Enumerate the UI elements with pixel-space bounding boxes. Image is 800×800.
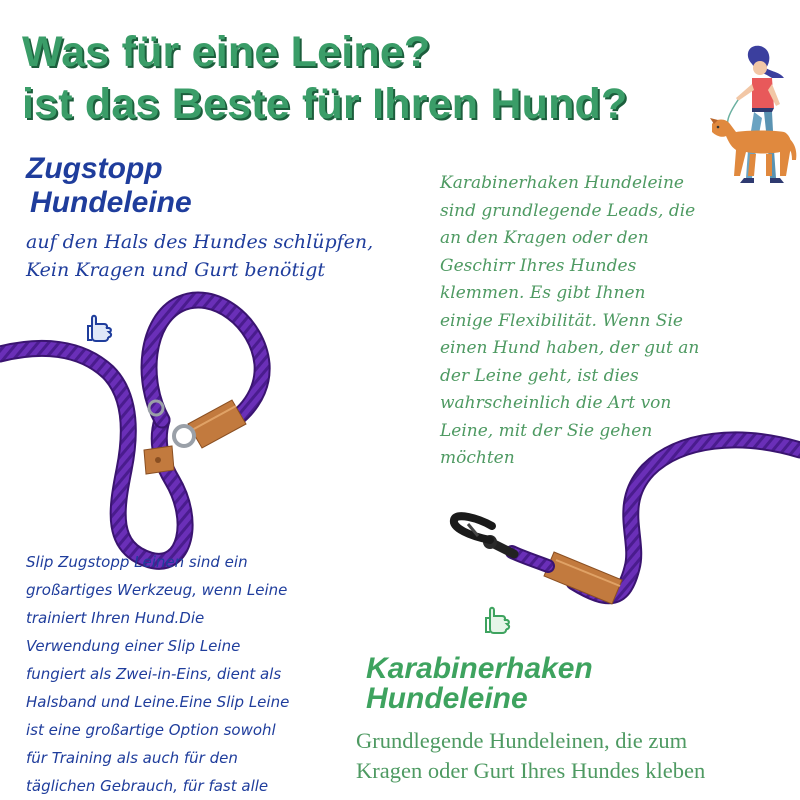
carabiner-desc-line: der Leine geht, ist dies bbox=[440, 365, 639, 386]
slip-desc-line: großartiges Werkzeug, wenn Leine bbox=[26, 581, 288, 599]
slip-desc-line: täglichen Gebrauch, für fast alle bbox=[26, 777, 269, 795]
slip-lead-title-line-1: Zugstopp bbox=[26, 152, 163, 185]
carabiner-desc-line: einen Hund haben, der gut an bbox=[440, 338, 700, 358]
slip-desc-line: Halsband und Leine.Eine Slip Leine bbox=[26, 693, 290, 711]
carabiner-lead-subtitle bbox=[356, 726, 705, 786]
slip-desc-line: trainiert Ihren Hund.Die bbox=[26, 609, 205, 627]
carabiner-desc-line: an den Kragen oder den bbox=[440, 228, 649, 248]
carabiner-subtitle-line: Grundlegende Hundeleinen, die zum bbox=[356, 728, 688, 753]
carabiner-desc-line: Geschirr Ihres Hundes bbox=[440, 255, 637, 276]
slip-desc-line: Slip Zugstopp Leinen sind ein bbox=[26, 553, 248, 571]
carabiner-desc-line: sind grundlegende Leads, die bbox=[440, 200, 696, 221]
slip-desc-line: fungiert als Zwei-in-Eins, dient als bbox=[26, 665, 282, 683]
slip-desc-line: ist eine großartige Option sowohl bbox=[26, 721, 276, 739]
pointing-hand-icon bbox=[86, 312, 116, 344]
slip-lead-subtitle-line: Kein Kragen und Gurt benötigt bbox=[26, 259, 326, 281]
slip-lead-subtitle-line: auf den Hals des Hundes schlüpfen, bbox=[26, 231, 374, 253]
carabiner-lead-description bbox=[440, 170, 780, 473]
slip-desc-line: für Training als auch für den bbox=[26, 749, 238, 767]
carabiner-subtitle-line: Kragen oder Gurt Ihres Hundes kleben bbox=[356, 758, 706, 783]
carabiner-lead-title-line-1: Karabinerhaken bbox=[366, 652, 593, 685]
slip-lead-subtitle bbox=[26, 228, 373, 284]
carabiner-lead-title bbox=[366, 654, 593, 714]
carabiner-desc-line: klemmen. Es gibt Ihnen bbox=[440, 283, 646, 303]
carabiner-desc-line: Karabinerhaken Hundeleine bbox=[440, 173, 684, 193]
slip-lead-image bbox=[0, 300, 262, 561]
carabiner-desc-line: einige Flexibilität. Wenn Sie bbox=[440, 310, 683, 331]
title-line-2: ist das Beste für Ihren Hund? bbox=[22, 80, 628, 128]
carabiner-desc-line: Leine, mit der Sie gehen bbox=[440, 420, 653, 441]
slip-desc-line: Verwendung einer Slip Leine bbox=[26, 637, 241, 655]
pointing-hand-icon bbox=[484, 604, 514, 636]
carabiner-desc-line: wahrscheinlich die Art von bbox=[440, 393, 672, 413]
slip-lead-title bbox=[26, 152, 192, 220]
slip-lead-description bbox=[26, 548, 326, 800]
carabiner-lead-title-line-2: Hundeleine bbox=[366, 682, 528, 715]
title-line-1: Was für eine Leine? bbox=[22, 28, 431, 76]
carabiner-desc-line: möchten bbox=[440, 448, 515, 468]
slip-lead-title-line-2: Hundeleine bbox=[30, 186, 192, 219]
page-title bbox=[22, 26, 628, 130]
